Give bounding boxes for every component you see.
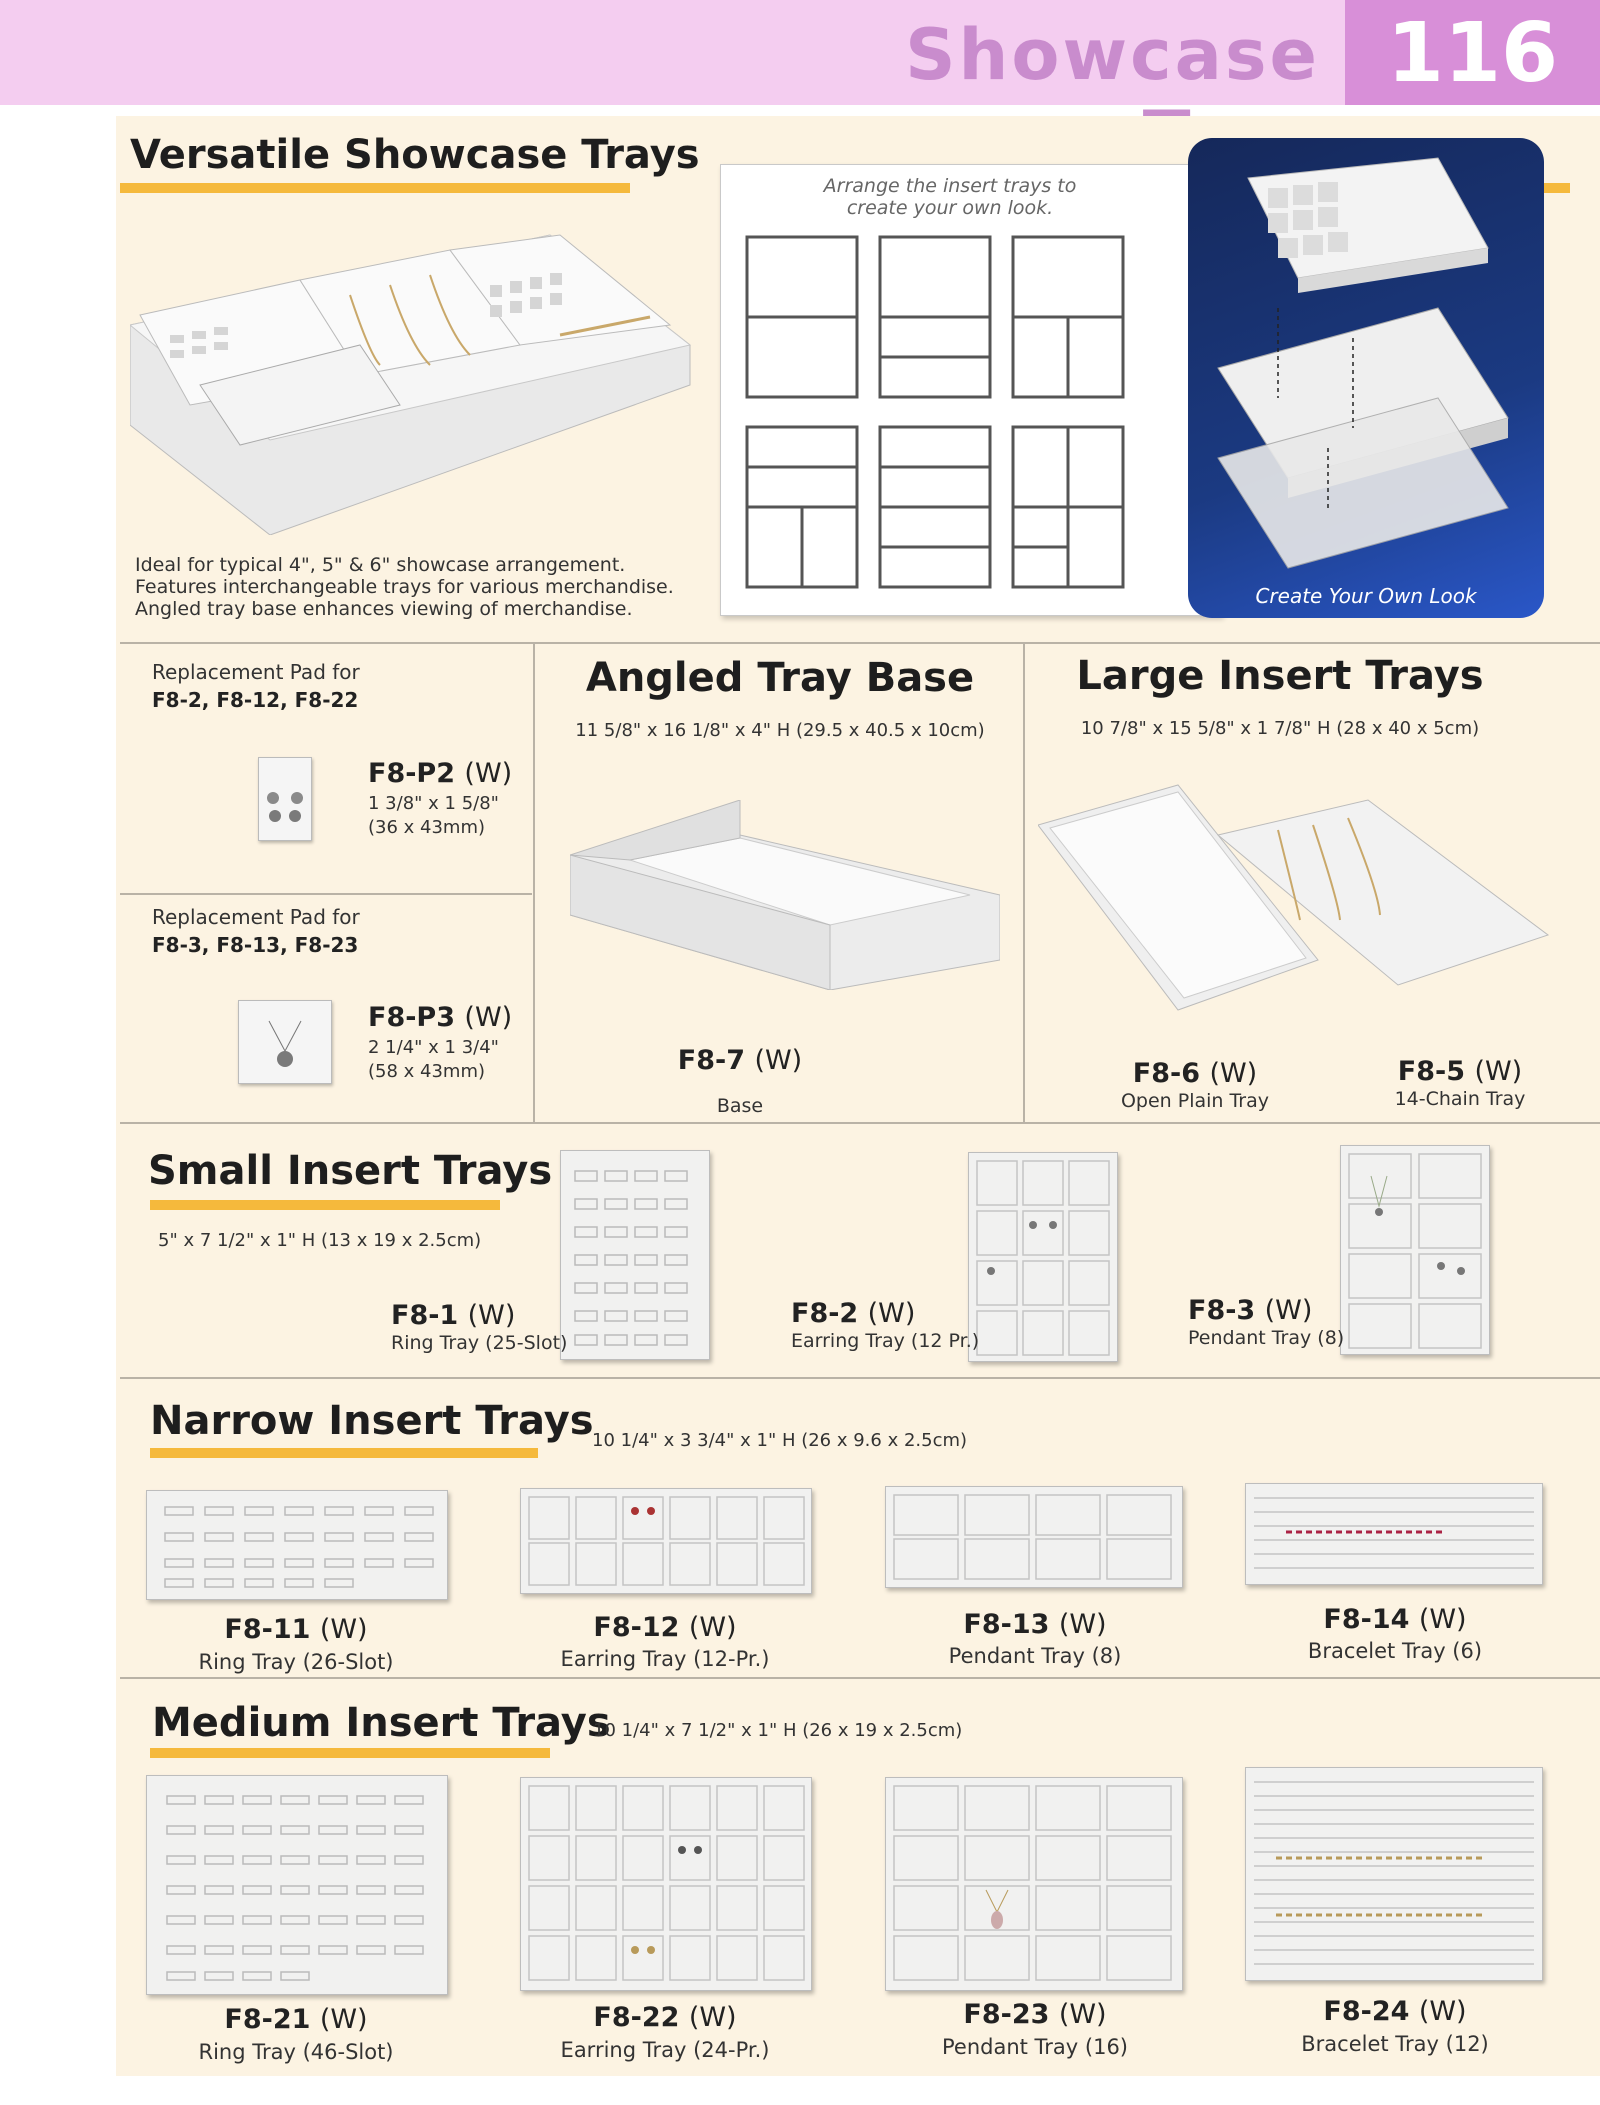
narrow-dims: 10 1/4" x 3 3/4" x 1" H (26 x 9.6 x 2.5cm) xyxy=(592,1430,968,1451)
narrow-item-1-image xyxy=(146,1490,448,1600)
pad-2-models: F8-3, F8-13, F8-23 xyxy=(152,933,359,957)
small-item-1-desc: Ring Tray (25-Slot) xyxy=(391,1332,568,1354)
small-item-3-code xyxy=(1188,1295,1312,1326)
narrow-item-4-code-text: F8-14 xyxy=(1323,1604,1410,1635)
narrow-item-2-code xyxy=(505,1612,825,1643)
angled-variant: (W) xyxy=(754,1045,803,1076)
pad-1-code-text: F8-P2 xyxy=(368,758,456,789)
layout-diagram-3 xyxy=(1013,237,1123,397)
narrow-item-3-image xyxy=(885,1486,1183,1588)
narrow-item-1-code-text: F8-11 xyxy=(224,1614,311,1645)
narrow-item-1-code xyxy=(146,1614,446,1645)
layout-diagram-1 xyxy=(747,237,857,397)
arrangement-caption-line-1: Arrange the insert trays to xyxy=(823,175,1077,197)
medium-item-4-code xyxy=(1240,1996,1550,2027)
small-item-3-code-text: F8-3 xyxy=(1188,1295,1256,1326)
narrow-item-2-variant: (W) xyxy=(688,1612,737,1643)
pad-1-image xyxy=(258,757,312,841)
medium-item-2-code-text: F8-22 xyxy=(593,2002,680,2033)
arrangement-diagrams xyxy=(745,235,1145,595)
divider-v-1 xyxy=(533,644,535,1122)
narrow-title-underline xyxy=(150,1448,538,1458)
medium-item-3-code-text: F8-23 xyxy=(963,1999,1050,2030)
medium-dims: 10 1/4" x 7 1/2" x 1" H (26 x 19 x 2.5cm) xyxy=(593,1720,963,1741)
narrow-item-1-desc: Ring Tray (26-Slot) xyxy=(198,1650,394,1674)
angled-code-text: F8-7 xyxy=(677,1045,746,1076)
photo-caption: Create Your Own Look xyxy=(1255,584,1477,608)
layout-diagram-5 xyxy=(880,427,990,587)
narrow-item-4-desc: Bracelet Tray (6) xyxy=(1307,1639,1483,1663)
large-trays-image xyxy=(1038,770,1558,1020)
pad-2-dim: 2 1/4" x 1 3/4" xyxy=(368,1037,499,1058)
pad-2-dim-metric: (58 x 43mm) xyxy=(368,1061,486,1082)
medium-item-2-code xyxy=(505,2002,825,2033)
versatile-description xyxy=(135,554,674,620)
pad-1-variant: (W) xyxy=(464,758,513,789)
large-title: Large Insert Trays xyxy=(1076,653,1484,699)
versatile-tray-photo xyxy=(130,225,710,535)
pad-1-code xyxy=(368,758,512,789)
medium-item-3-desc: Pendant Tray (16) xyxy=(941,2035,1129,2059)
pad-2-label: Replacement Pad for xyxy=(152,905,360,929)
pad-2-variant: (W) xyxy=(464,1002,513,1033)
narrow-item-2-image xyxy=(520,1488,812,1594)
small-title-underline xyxy=(150,1200,500,1210)
arrangement-caption-line-2: create your own look. xyxy=(846,197,1054,219)
small-item-2-variant: (W) xyxy=(867,1298,916,1329)
page-number: 116 xyxy=(1386,6,1559,101)
narrow-item-3-variant: (W) xyxy=(1058,1609,1107,1640)
layout-diagram-4 xyxy=(747,427,857,587)
medium-item-1-image xyxy=(146,1775,448,1995)
narrow-item-4-image xyxy=(1245,1483,1543,1585)
layout-diagram-2 xyxy=(880,237,990,397)
title-underline xyxy=(120,183,630,193)
medium-title-underline xyxy=(150,1748,550,1758)
pad-2-image xyxy=(238,1000,332,1084)
medium-item-3-code xyxy=(880,1999,1190,2030)
narrow-item-4-variant: (W) xyxy=(1418,1604,1467,1635)
large-item-1-code xyxy=(1080,1058,1310,1089)
angled-base-image xyxy=(570,800,1000,990)
large-item-2-desc: 14-Chain Tray xyxy=(1394,1088,1526,1110)
angled-title: Angled Tray Base xyxy=(585,655,975,701)
divider-4 xyxy=(120,1677,1600,1679)
large-item-2-variant: (W) xyxy=(1474,1056,1523,1087)
versatile-desc-line-3: Angled tray base enhances viewing of merchandise. xyxy=(135,598,633,620)
narrow-item-3-code-text: F8-13 xyxy=(963,1609,1050,1640)
small-item-1-variant: (W) xyxy=(467,1300,516,1331)
small-item-1-code xyxy=(391,1300,515,1331)
header-title: Showcase xyxy=(905,14,1320,96)
medium-item-4-variant: (W) xyxy=(1418,1996,1467,2027)
narrow-item-3-code xyxy=(880,1609,1190,1640)
large-dims: 10 7/8" x 15 5/8" x 1 7/8" H (28 x 40 x 5cm) xyxy=(1080,718,1480,739)
small-item-2-desc: Earring Tray (12 Pr.) xyxy=(791,1330,980,1352)
versatile-desc-line-1: Ideal for typical 4", 5" & 6" showcase arrangement. xyxy=(135,554,626,576)
small-item-3-image xyxy=(1340,1145,1490,1355)
medium-title: Medium Insert Trays xyxy=(152,1700,611,1746)
divider-2 xyxy=(120,1122,1600,1124)
small-item-2-image xyxy=(968,1152,1118,1362)
angled-code xyxy=(540,1045,940,1076)
small-item-3-variant: (W) xyxy=(1264,1295,1313,1326)
angled-dims: 11 5/8" x 16 1/8" x 4" H (29.5 x 40.5 x 10cm) xyxy=(575,720,985,741)
small-title: Small Insert Trays xyxy=(148,1148,553,1194)
large-item-1-desc: Open Plain Tray xyxy=(1120,1090,1270,1112)
small-item-1-code-text: F8-1 xyxy=(391,1300,459,1331)
large-item-2-code-text: F8-5 xyxy=(1397,1056,1466,1087)
divider-v-2 xyxy=(1023,644,1025,1122)
large-item-2-code xyxy=(1345,1056,1575,1087)
pad-1-dim-metric: (36 x 43mm) xyxy=(368,817,486,838)
arrangement-caption xyxy=(760,175,1140,219)
narrow-item-2-code-text: F8-12 xyxy=(593,1612,680,1643)
medium-item-2-desc: Earring Tray (24-Pr.) xyxy=(560,2038,770,2062)
medium-item-4-image xyxy=(1245,1767,1543,1981)
narrow-title: Narrow Insert Trays xyxy=(150,1398,594,1444)
pad-2-code-text: F8-P3 xyxy=(368,1002,456,1033)
medium-item-3-image xyxy=(885,1777,1183,1991)
divider-pads xyxy=(120,893,532,895)
versatile-title: Versatile Showcase Trays xyxy=(130,132,700,178)
pad-1-dim: 1 3/8" x 1 5/8" xyxy=(368,793,499,814)
medium-item-4-code-text: F8-24 xyxy=(1323,1996,1410,2027)
large-item-1-code-text: F8-6 xyxy=(1132,1058,1201,1089)
medium-item-1-desc: Ring Tray (46-Slot) xyxy=(198,2040,394,2064)
narrow-item-4-code xyxy=(1240,1604,1550,1635)
small-dims: 5" x 7 1/2" x 1" H (13 x 19 x 2.5cm) xyxy=(158,1230,482,1251)
medium-item-2-image xyxy=(520,1777,812,1991)
versatile-desc-line-2: Features interchangeable trays for various merchandise. xyxy=(135,576,674,598)
small-item-2-code-text: F8-2 xyxy=(791,1298,859,1329)
divider-3 xyxy=(120,1377,1600,1379)
medium-item-1-code-text: F8-21 xyxy=(224,2004,311,2035)
small-item-3-desc: Pendant Tray (8) xyxy=(1188,1327,1345,1349)
small-item-2-code xyxy=(791,1298,915,1329)
medium-item-3-variant: (W) xyxy=(1058,1999,1107,2030)
divider-1 xyxy=(120,642,1600,644)
layout-diagram-6 xyxy=(1013,427,1123,587)
medium-item-4-desc: Bracelet Tray (12) xyxy=(1301,2032,1489,2056)
pad-1-label: Replacement Pad for xyxy=(152,660,360,684)
narrow-item-2-desc: Earring Tray (12-Pr.) xyxy=(560,1647,770,1671)
medium-item-1-code xyxy=(146,2004,446,2035)
pad-2-code xyxy=(368,1002,512,1033)
narrow-item-3-desc: Pendant Tray (8) xyxy=(948,1644,1122,1668)
pad-1-models: F8-2, F8-12, F8-22 xyxy=(152,688,359,712)
medium-item-2-variant: (W) xyxy=(688,2002,737,2033)
medium-item-1-variant: (W) xyxy=(319,2004,368,2035)
angled-desc: Base xyxy=(716,1095,764,1117)
large-item-1-variant: (W) xyxy=(1209,1058,1258,1089)
small-item-1-image xyxy=(560,1150,710,1360)
create-your-own-look-photo xyxy=(1188,138,1544,618)
narrow-item-1-variant: (W) xyxy=(319,1614,368,1645)
